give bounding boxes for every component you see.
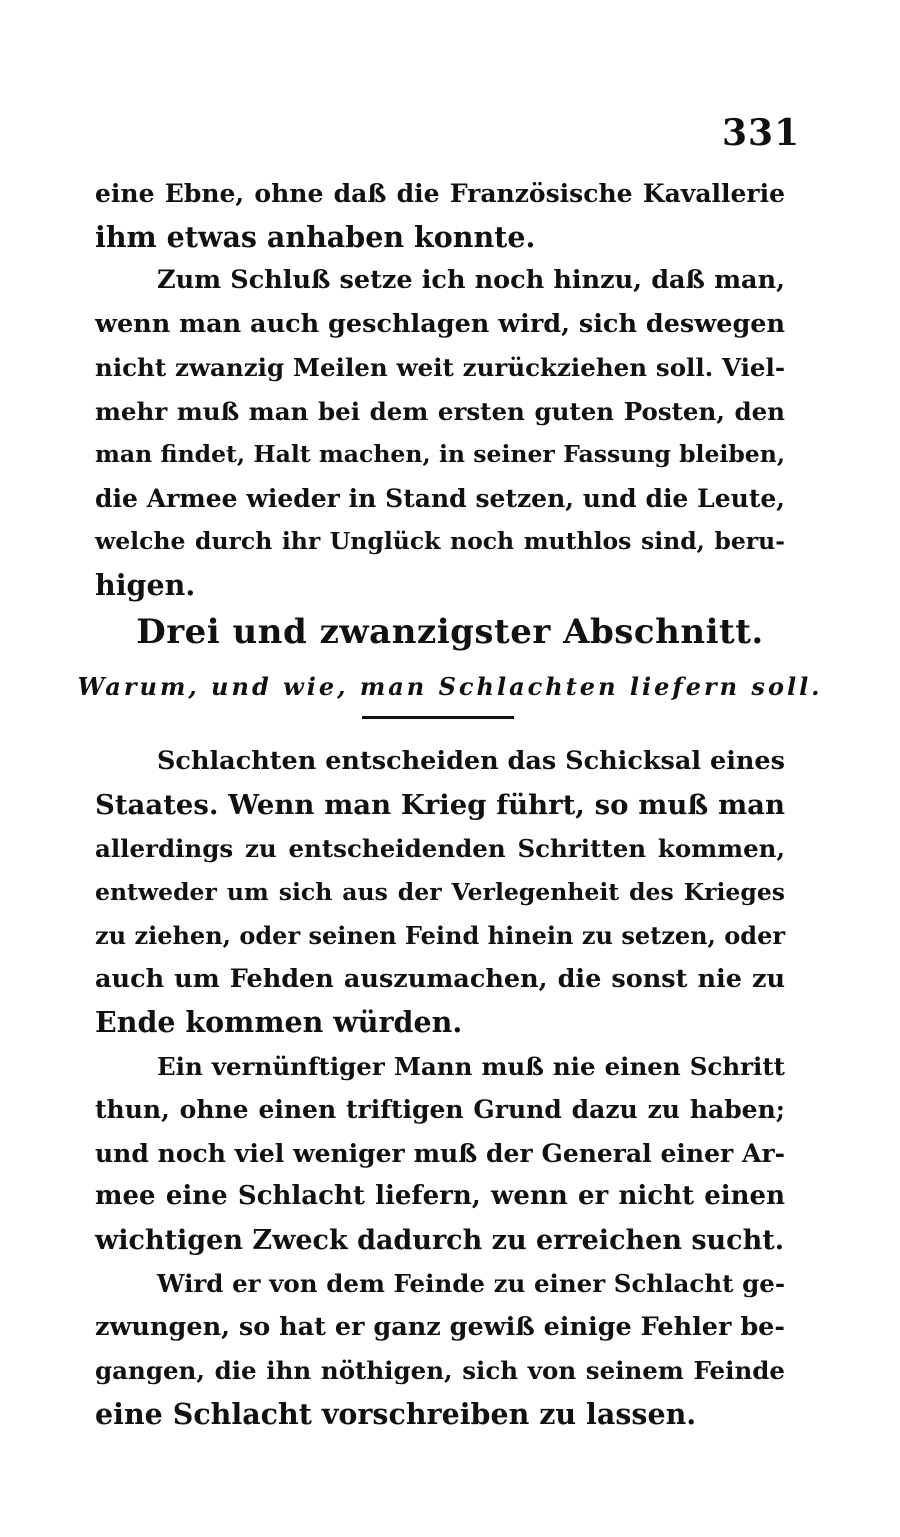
- text-line: eine Schlacht vorschreiben zu lassen.: [95, 1396, 697, 1431]
- text-line: wenn man auch geschlagen wird, sich deswegen: [95, 308, 786, 339]
- paragraph-1: [95, 172, 785, 259]
- text-line: welche durch ihr Unglück noch muthlos sind, beru-: [95, 527, 785, 555]
- text-line: ihm etwas anhaben konnte.: [95, 219, 536, 254]
- text-line: mee eine Schlacht liefern, wenn er nicht einen: [95, 1181, 785, 1211]
- text-line: Schlachten entscheiden das Schicksal eines: [157, 746, 785, 776]
- text-line: auch um Fehden auszumachen, die sonst nie zu: [95, 963, 785, 994]
- text-line: Ende kommen würden.: [95, 1005, 463, 1039]
- text-line: allerdings zu entscheidenden Schritten kommen,: [95, 834, 785, 863]
- text-line: man findet, Halt machen, in seiner Fassung bleiben,: [95, 440, 785, 468]
- text-line: nicht zwanzig Meilen weit zurückziehen soll. Viel-: [95, 353, 785, 382]
- text-line: und noch viel weniger muß der General einer Ar-: [95, 1138, 785, 1168]
- section-subheading: Warum, und wie, man Schlachten liefern soll.: [77, 672, 823, 701]
- text-line: eine Ebne, ohne daß die Französische Kavallerie: [95, 179, 785, 208]
- paragraph-2: [95, 259, 785, 607]
- paragraph-4: [95, 1045, 785, 1263]
- text-line: Zum Schluß setze ich noch hinzu, daß man,: [157, 265, 785, 295]
- text-line: die Armee wieder in Stand setzen, und die Leute,: [95, 483, 785, 513]
- text-block-top: [95, 172, 785, 607]
- divider-rule: [362, 716, 514, 719]
- text-line: Staates. Wenn man Krieg führt, so muß man: [95, 788, 785, 821]
- text-line: zwungen, so hat er ganz gewiß einige Fehler be-: [95, 1311, 785, 1342]
- text-line: thun, ohne einen triftigen Grund dazu zu haben;: [95, 1095, 785, 1124]
- page-number: 331: [722, 112, 801, 154]
- text-line: mehr muß man bei dem ersten guten Posten, den: [95, 396, 785, 426]
- text-line: wichtigen Zweck dadurch zu erreichen sucht.: [95, 1224, 785, 1256]
- section-heading: Drei und zwanzigster Abschnitt.: [136, 612, 764, 652]
- text-line: zu ziehen, oder seinen Feind hinein zu setzen, oder: [95, 921, 785, 950]
- text-line: Wird er von dem Feinde zu einer Schlacht ge-: [157, 1269, 785, 1298]
- text-line: entweder um sich aus der Verlegenheit des Krieges: [95, 877, 785, 906]
- paragraph-3: [95, 740, 785, 1045]
- text-line: gangen, die ihn nöthigen, sich von seinem Feinde: [95, 1356, 785, 1385]
- text-line: higen.: [95, 567, 196, 602]
- text-block-bottom: [95, 740, 785, 1436]
- text-line: Ein vernünftiger Mann muß nie einen Schritt: [157, 1051, 785, 1081]
- paragraph-5: [95, 1262, 785, 1436]
